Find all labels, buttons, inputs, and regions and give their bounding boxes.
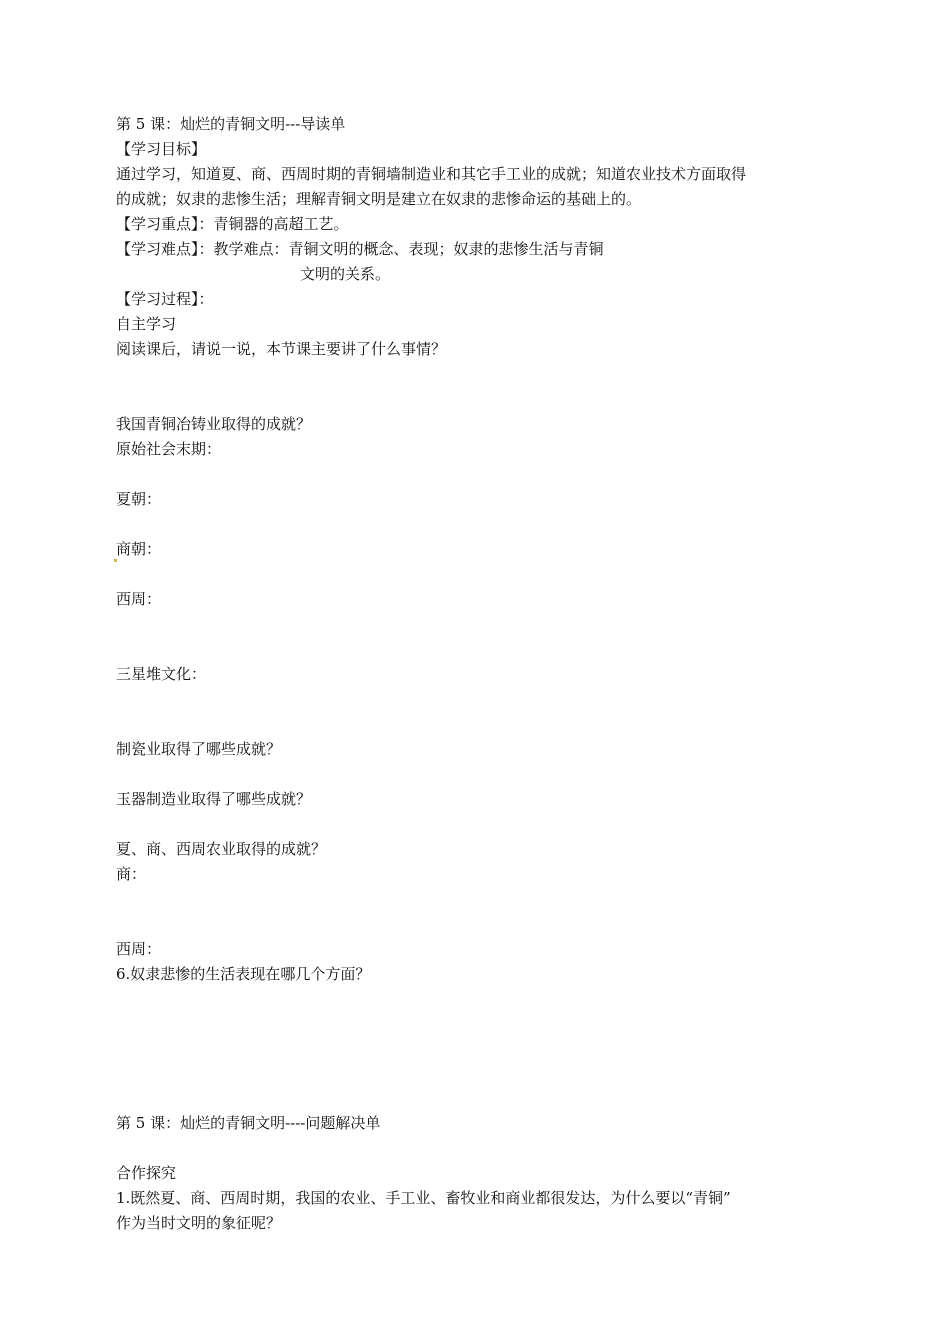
self-study-label: 自主学习 — [116, 315, 177, 333]
period-xia: 夏朝： — [116, 490, 162, 508]
stray-mark — [114, 559, 117, 562]
period-western-zhou: 西周： — [116, 590, 162, 608]
difficulty-line-1: 【学习难点】：教学难点：青铜文明的概念、表现；奴隶的悲惨生活与青铜 — [116, 240, 604, 258]
sanxingdui-label: 三星堆文化： — [116, 665, 207, 683]
question-jade: 玉器制造业取得了哪些成就？ — [116, 790, 312, 808]
cooperation-label: 合作探究 — [116, 1164, 177, 1182]
question-reading: 阅读课后，请说一说，本节课主要讲了什么事情？ — [116, 340, 447, 358]
agriculture-western-zhou: 西周： — [116, 940, 162, 958]
period-primitive: 原始社会末期： — [116, 440, 222, 458]
objectives-text-line-1: 通过学习，知道夏、商、西周时期的青铜墙制造业和其它手工业的成就；知道农业技术方面取得 — [116, 165, 747, 183]
process-heading: 【学习过程】： — [116, 290, 214, 308]
question-porcelain: 制瓷业取得了哪些成就？ — [116, 740, 282, 758]
guide-title: 第 5 课：灿烂的青铜文明---导读单 — [116, 115, 346, 133]
difficulty-line-2: 文明的关系。 — [300, 265, 391, 283]
problem-sheet-title: 第 5 课：灿烂的青铜文明----问题解决单 — [116, 1114, 381, 1132]
agriculture-shang: 商： — [116, 865, 147, 883]
problem-question-1-line-1: 1.既然夏、商、西周时期，我国的农业、手工业、畜牧业和商业都很发达，为什么要以“青铜” — [116, 1189, 731, 1207]
period-shang: 商朝： — [116, 540, 162, 558]
question-agriculture: 夏、商、西周农业取得的成就？ — [116, 840, 327, 858]
problem-question-1-line-2: 作为当时文明的象征呢？ — [116, 1214, 282, 1232]
question-slaves: 6.奴隶悲惨的生活表现在哪几个方面？ — [116, 965, 371, 983]
objectives-text-line-2: 的成就；奴隶的悲惨生活；理解青铜文明是建立在奴隶的悲惨命运的基础上的。 — [116, 190, 642, 208]
objectives-heading: 【学习目标】 — [116, 140, 207, 158]
question-bronze: 我国青铜冶铸业取得的成就？ — [116, 415, 312, 433]
key-point: 【学习重点】：青铜器的高超工艺。 — [116, 215, 349, 233]
